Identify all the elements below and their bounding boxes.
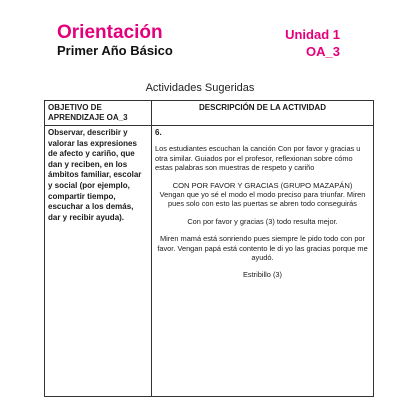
song-verse-2: Con por favor y gracias (3) todo resulta mejor. [187, 216, 338, 226]
objective-cell: Observar, describir y valorar las expresiones de afecto y cariño, que dan y reciben, en los ámbitos familiar, escolar y social (por ejemplo, compartir tiempo, escuchar a los demás, dar y recibir ayuda). [45, 126, 152, 397]
song-verse-3: Miren mamá está sonriendo pues siempre le pido todo con por favor. Vengan papá está contento le di yo las gracias porque me ayudó. [157, 234, 368, 263]
description-header: DESCRIPCIÓN DE LA ACTIVIDAD [152, 101, 374, 126]
section-title: Actividades Sugeridas [145, 82, 255, 94]
oa-label: OA_3 [306, 44, 340, 59]
grade-label: Primer Año Básico [57, 43, 173, 58]
unit-label: Unidad 1 [285, 27, 340, 42]
song-verse-1: Vengan que yo sé el modo el modo preciso para triunfar. Miren pues solo con esto las puertas se abren todo conseguirás [159, 190, 366, 209]
song-title: CON POR FAVOR Y GRACIAS (GRUPO MAZAPÁN) [172, 180, 353, 190]
description-cell [152, 126, 374, 397]
activity-number: 6. [155, 128, 162, 137]
activities-table [44, 100, 374, 397]
table-row [45, 126, 374, 397]
table-header-row [45, 101, 374, 126]
activity-intro: Los estudiantes escuchan la canción Con por favor y gracias u otra similar. Guiados por el profesor, reflexionan sobre cómo estas palabras son muestras de respeto y cariño [155, 144, 361, 173]
song-chorus: Estribillo (3) [242, 270, 282, 280]
objective-header: OBJETIVO DE APRENDIZAJE OA_3 [45, 101, 152, 126]
subject-title: Orientación [57, 22, 163, 43]
